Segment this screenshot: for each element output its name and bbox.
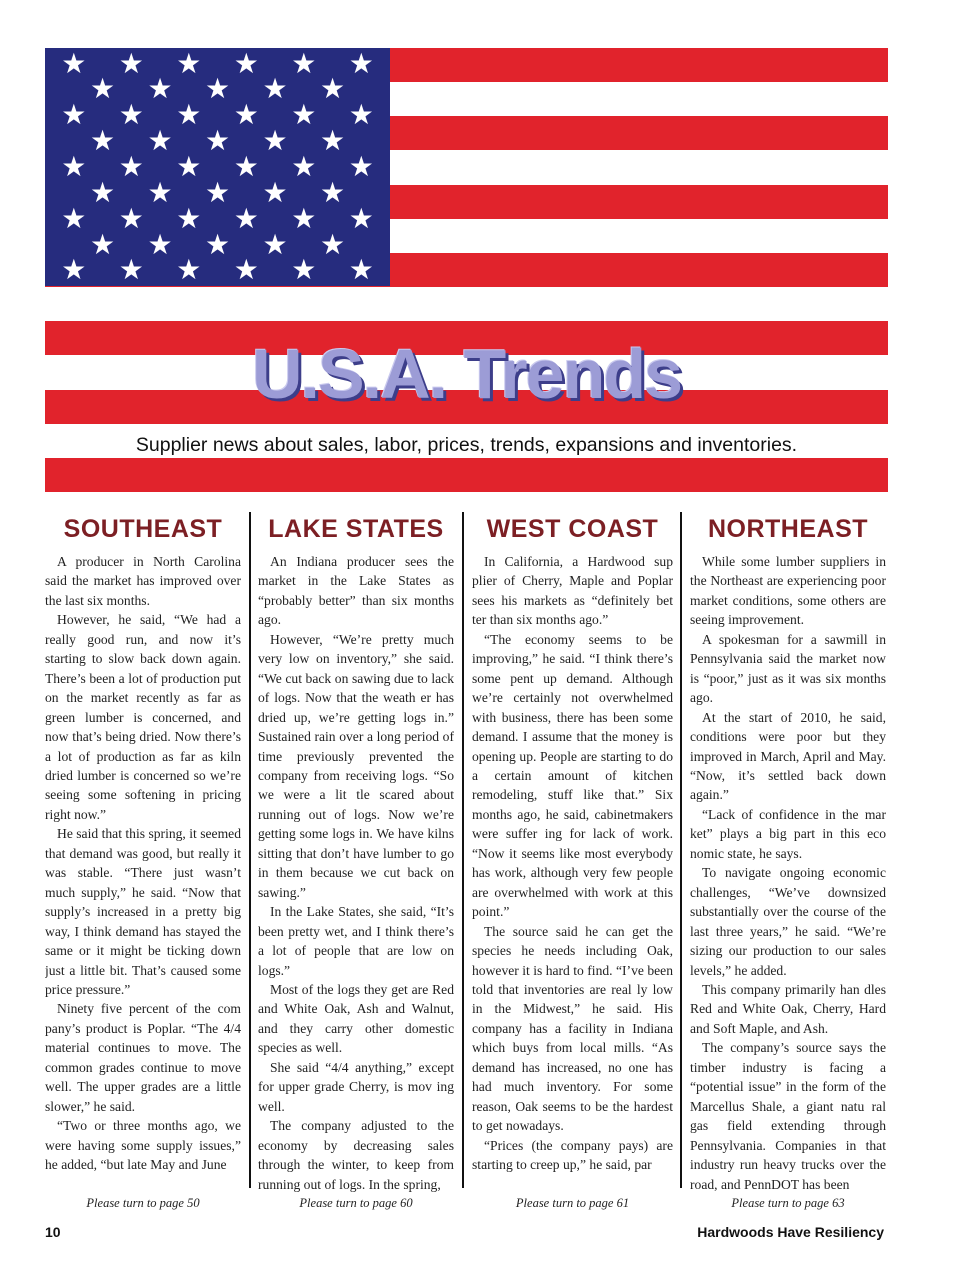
star-icon: ★ [233, 150, 259, 183]
star-icon: ★ [262, 124, 288, 158]
column-divider [462, 512, 464, 1188]
article-paragraph: Ninety five percent of the com pany’s product is Poplar. “The 4/4 material continues to move. The common grades continue to move well. The upper grades are a little slower,” he said. [45, 1001, 241, 1114]
article-paragraph: To navigate ongoing economic challenges, “We’ve downsized substantially over the course of the last three years,” he said. “We’re sizing our production to our sales levels,” he added. [690, 865, 886, 978]
continued-note: Please turn to page 61 [515, 1196, 630, 1210]
star-icon: ★ [176, 150, 202, 183]
star-icon: ★ [204, 175, 231, 209]
article-body [690, 552, 886, 1196]
article-paragraph: “The economy seems to be improving,” he said. “I think there’s some pent up demand. Although we’re certainly not overwhelmed with business, there has been some demand. I assume that the money is opening up. People are starting to do a certain amount of kitchen remodeling, stuff like that.” Six months ago, he said, cabinetmakers were suffer ing for lack of work. “Now it seems like most everybody has work, although very few people are overwhelmed with work at this point.” [472, 631, 673, 920]
article-body [472, 552, 673, 1196]
star-icon: ★ [262, 227, 288, 261]
star-icon: ★ [176, 98, 202, 132]
article-paragraph: He said that this spring, it seemed that demand was good, but really it was stable. “There just wasn’t much supply,” he said. “Now that supply’s increased in a pretty big way, I think demand has stayed the same or it might be ticking down just a little bit. That’s caused some price pressure.” [45, 826, 241, 997]
flag-stripe [45, 287, 888, 322]
article-paragraph: The source said he can get the species he needs including Oak, however it is hard to find. “I’ve been told that inventories are real ly low in the Midwest,” he said. His company has a facility in Indiana which buys from local mills. “As demand has increased, no one has had much inventory. For some reason, Oak seems to be the hardest to get nowadays. [472, 923, 673, 1134]
column-northeast [690, 510, 886, 1196]
star-icon: ★ [262, 72, 288, 106]
article-paragraph: A producer in North Carolina said the market has improved over the last six months. [45, 554, 241, 608]
article-paragraph: However, he said, “We had a really good run, and now it’s starting to slow back down again. There’s been a lot of production put on the market recently as far as green lumber is concerned, and now that’s being dried. Now there’s a lot of production as far as kiln dried lumber is concerned so we’re seeing some softening in pricing right now.” [45, 612, 241, 822]
article-paragraph: In California, a Hardwood sup plier of Cherry, Maple and Poplar sees his markets as “definitely bet ter than six months ago.” [472, 554, 673, 628]
star-icon: ★ [319, 124, 346, 158]
star-icon: ★ [291, 98, 317, 132]
flag-banner [45, 48, 888, 492]
article-paragraph: In the Lake States, she said, “It’s been pretty wet, and I think there’s a lot of people that are low on logs.” [258, 904, 454, 978]
article-paragraph: Most of the logs they get are Red and White Oak, Ash and Walnut, and they carry other domestic species as well. [258, 981, 454, 1056]
star-icon: ★ [89, 175, 116, 209]
column-southeast [45, 510, 241, 1196]
star-icon: ★ [61, 201, 87, 235]
article-paragraph: This company primarily han dles Red and White Oak, Cherry, Hard and Soft Maple, and Ash. [690, 981, 886, 1036]
flag-canton [45, 48, 390, 286]
article-paragraph: The company adjusted to the economy by decreasing sales through the winter, to keep from running out of logs. In the spring, [258, 1118, 454, 1192]
star-icon: ★ [233, 48, 259, 80]
continued-note: Please turn to page 50 [86, 1196, 200, 1210]
region-heading: SOUTHEAST [63, 515, 223, 543]
star-icon: ★ [204, 227, 231, 261]
article-paragraph: At the start of 2010, he said, conditions were poor but they improved in March, April and May. “Now, it’s settled back down again.” [690, 709, 886, 803]
star-icon: ★ [147, 124, 173, 158]
star-icon: ★ [348, 201, 374, 235]
star-icon: ★ [176, 201, 202, 235]
star-icon: ★ [61, 253, 87, 287]
star-icon: ★ [291, 150, 317, 183]
star-icon: ★ [262, 175, 288, 209]
article-body [45, 552, 241, 1196]
star-icon: ★ [233, 253, 259, 287]
banner-subtitle: Supplier news about sales, labor, prices, trends, expansions and inventories. [135, 434, 798, 456]
footer-title: Hardwoods Have Resiliency [697, 1224, 884, 1240]
star-icon: ★ [348, 98, 374, 132]
column-divider [249, 512, 251, 1188]
banner-title: U.S.A. Trends [251, 335, 682, 413]
article-paragraph: However, “We’re pretty much very low on inventory,” she said. “We cut back on sawing due to lack of logs. Now that the weath er has dried up, we’re getting logs in.” Sustained rain over a long period of time previously prevented the company from receiving logs. “So we were a lit tle scared about running out of logs. Now we’re getting some logs in. We have kilns sitting that don’t have lumber to go in them because we cut back on sawing.” [258, 631, 454, 900]
star-icon: ★ [204, 124, 231, 158]
star-icon: ★ [61, 98, 87, 132]
continued-note: Please turn to page 63 [731, 1196, 845, 1210]
star-icon: ★ [147, 227, 173, 261]
star-icon: ★ [89, 124, 116, 158]
star-icon: ★ [233, 201, 259, 235]
star-icon: ★ [147, 72, 173, 106]
star-icon: ★ [176, 253, 202, 287]
star-icon: ★ [89, 227, 116, 261]
star-icon: ★ [319, 175, 346, 209]
column-west-coast [472, 510, 673, 1196]
column-divider [680, 512, 682, 1188]
star-icon: ★ [61, 150, 87, 183]
star-icon: ★ [176, 48, 202, 80]
star-icon: ★ [319, 72, 346, 106]
region-heading: WEST COAST [486, 515, 659, 543]
page-number: 10 [45, 1224, 61, 1240]
star-icon: ★ [61, 48, 87, 80]
star-icon: ★ [348, 253, 374, 287]
star-icon: ★ [291, 201, 317, 235]
star-icon: ★ [118, 98, 144, 132]
article-paragraph: A spokesman for a sawmill in Pennsylvania said the market now is “poor,” just as it was six months ago. [690, 631, 886, 706]
continued-note: Please turn to page 60 [299, 1196, 413, 1210]
article-paragraph: While some lumber suppliers in the Northeast are experiencing poor market conditions, some others are seeing improvement. [690, 554, 886, 628]
article-paragraph: “Prices (the company pays) are starting to creep up,” he said, par [472, 1137, 673, 1173]
star-icon: ★ [118, 48, 144, 80]
article-paragraph: “Two or three months ago, we were having some supply issues,” he added, “but late May and June [45, 1118, 241, 1173]
star-icon: ★ [291, 253, 317, 287]
region-heading: LAKE STATES [268, 515, 444, 543]
star-icon: ★ [348, 48, 374, 80]
column-lake-states [258, 510, 454, 1196]
star-icon: ★ [118, 150, 144, 183]
article-paragraph: “Lack of confidence in the mar ket” plays a big part in this eco nomic state, he says. [690, 806, 886, 861]
star-icon: ★ [233, 98, 259, 132]
article-paragraph: An Indiana producer sees the market in the Lake States as “probably better” than six months ago. [258, 554, 454, 628]
star-icon: ★ [348, 150, 374, 183]
region-heading: NORTHEAST [707, 515, 869, 543]
star-icon: ★ [147, 175, 173, 209]
star-icon: ★ [291, 48, 317, 80]
star-icon: ★ [118, 201, 144, 235]
article-paragraph: She said “4/4 anything,” except for upper grade Cherry, is mov ing well. [258, 1059, 454, 1114]
star-icon: ★ [319, 227, 346, 261]
flag-stripe [45, 458, 888, 492]
article-body [258, 552, 454, 1196]
article-paragraph: The company’s source says the timber industry is facing a “potential issue” in the form of the Marcellus Shale, a giant natu ral gas field extending through Pennsylvania. Companies in that industry run heavy trucks over the road, and PennDOT has been [690, 1040, 886, 1192]
star-icon: ★ [204, 72, 231, 106]
star-icon: ★ [118, 253, 144, 287]
star-icon: ★ [89, 72, 116, 106]
